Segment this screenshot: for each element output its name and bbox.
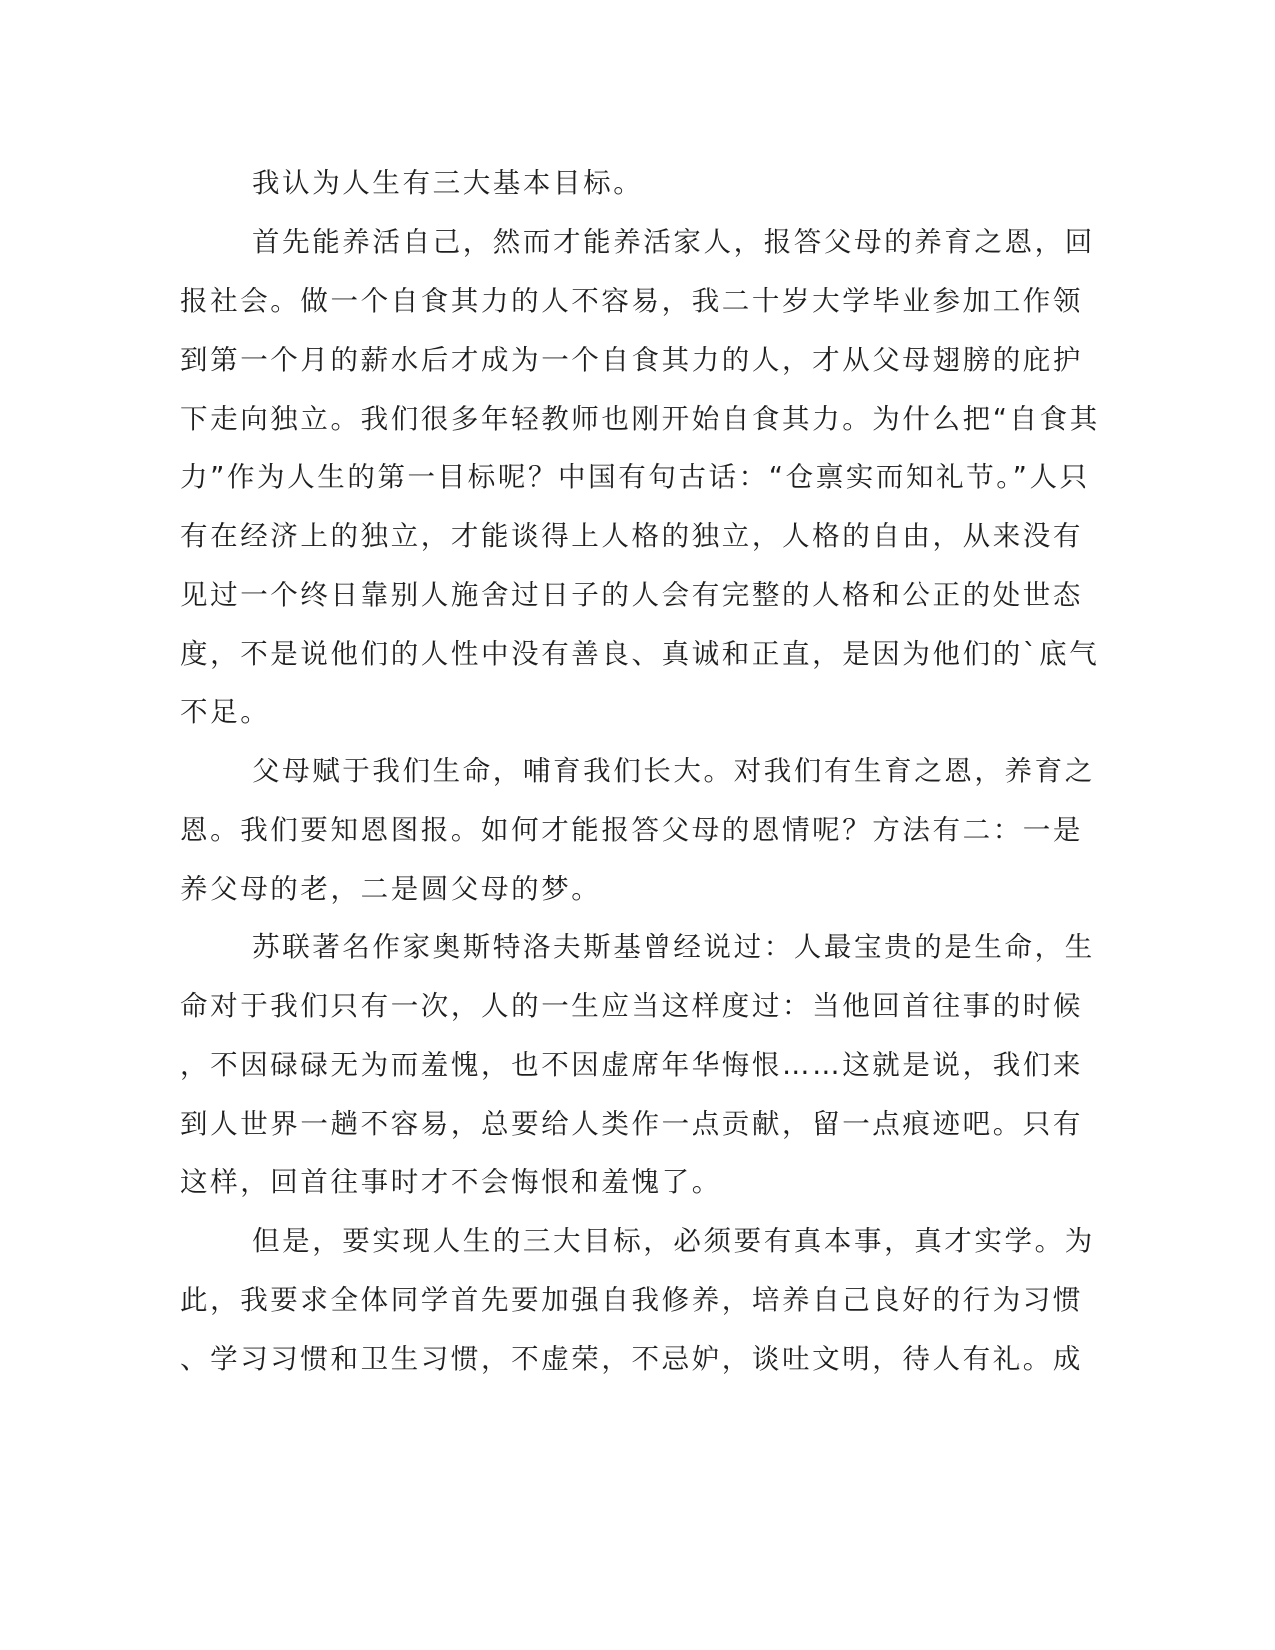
text-line: 下走向独立。我们很多年轻教师也刚开始自食其力。为什么把“自食其	[180, 403, 1100, 435]
text-line: 不足。	[180, 696, 271, 728]
text-line: 到人世界一趟不容易，总要给人类作一点贡献，留一点痕迹吧。只有	[180, 1108, 1083, 1140]
text-line: 此，我要求全体同学首先要加强自我修养，培养自己良好的行为习惯	[180, 1284, 1083, 1316]
text-line: 命对于我们只有一次，人的一生应当这样度过：当他回首往事的时候	[180, 990, 1083, 1022]
text-line: 到第一个月的薪水后才成为一个自食其力的人，才从父母翅膀的庇护	[180, 344, 1083, 376]
text-line: 这样，回首往事时才不会悔恨和羞愧了。	[180, 1166, 722, 1198]
text-line: 苏联著名作家奥斯特洛夫斯基曾经说过：人最宝贵的是生命，生	[252, 931, 1095, 963]
text-line: 力”作为人生的第一目标呢？中国有句古话：“仓禀实而知礼节。”人只	[180, 461, 1090, 493]
text-line: 、学习习惯和卫生习惯，不虚荣，不忌妒，谈吐文明，待人有礼。成	[180, 1343, 1083, 1375]
text-line: ，不因碌碌无为而羞愧，也不因虚席年华悔恨……这就是说，我们来	[180, 1049, 1083, 1081]
text-line: 报社会。做一个自食其力的人不容易，我二十岁大学毕业参加工作领	[180, 285, 1083, 317]
text-line: 但是，要实现人生的三大目标，必须要有真本事，真才实学。为	[252, 1225, 1095, 1257]
text-line: 有在经济上的独立，才能谈得上人格的独立，人格的自由，从来没有	[180, 520, 1083, 552]
text-line: 父母赋于我们生命，哺育我们长大。对我们有生育之恩，养育之	[252, 755, 1095, 787]
text-line: 养父母的老，二是圆父母的梦。	[180, 873, 602, 905]
text-line: 度，不是说他们的人性中没有善良、真诚和正直，是因为他们的`底气	[180, 638, 1100, 670]
text-line: 首先能养活自己，然而才能养活家人，报答父母的养育之恩，回	[252, 226, 1095, 258]
text-line: 恩。我们要知恩图报。如何才能报答父母的恩情呢？方法有二：一是	[180, 814, 1083, 846]
text-line: 我认为人生有三大基本目标。	[252, 167, 644, 199]
text-line: 见过一个终日靠别人施舍过日子的人会有完整的人格和公正的处世态	[180, 579, 1083, 611]
